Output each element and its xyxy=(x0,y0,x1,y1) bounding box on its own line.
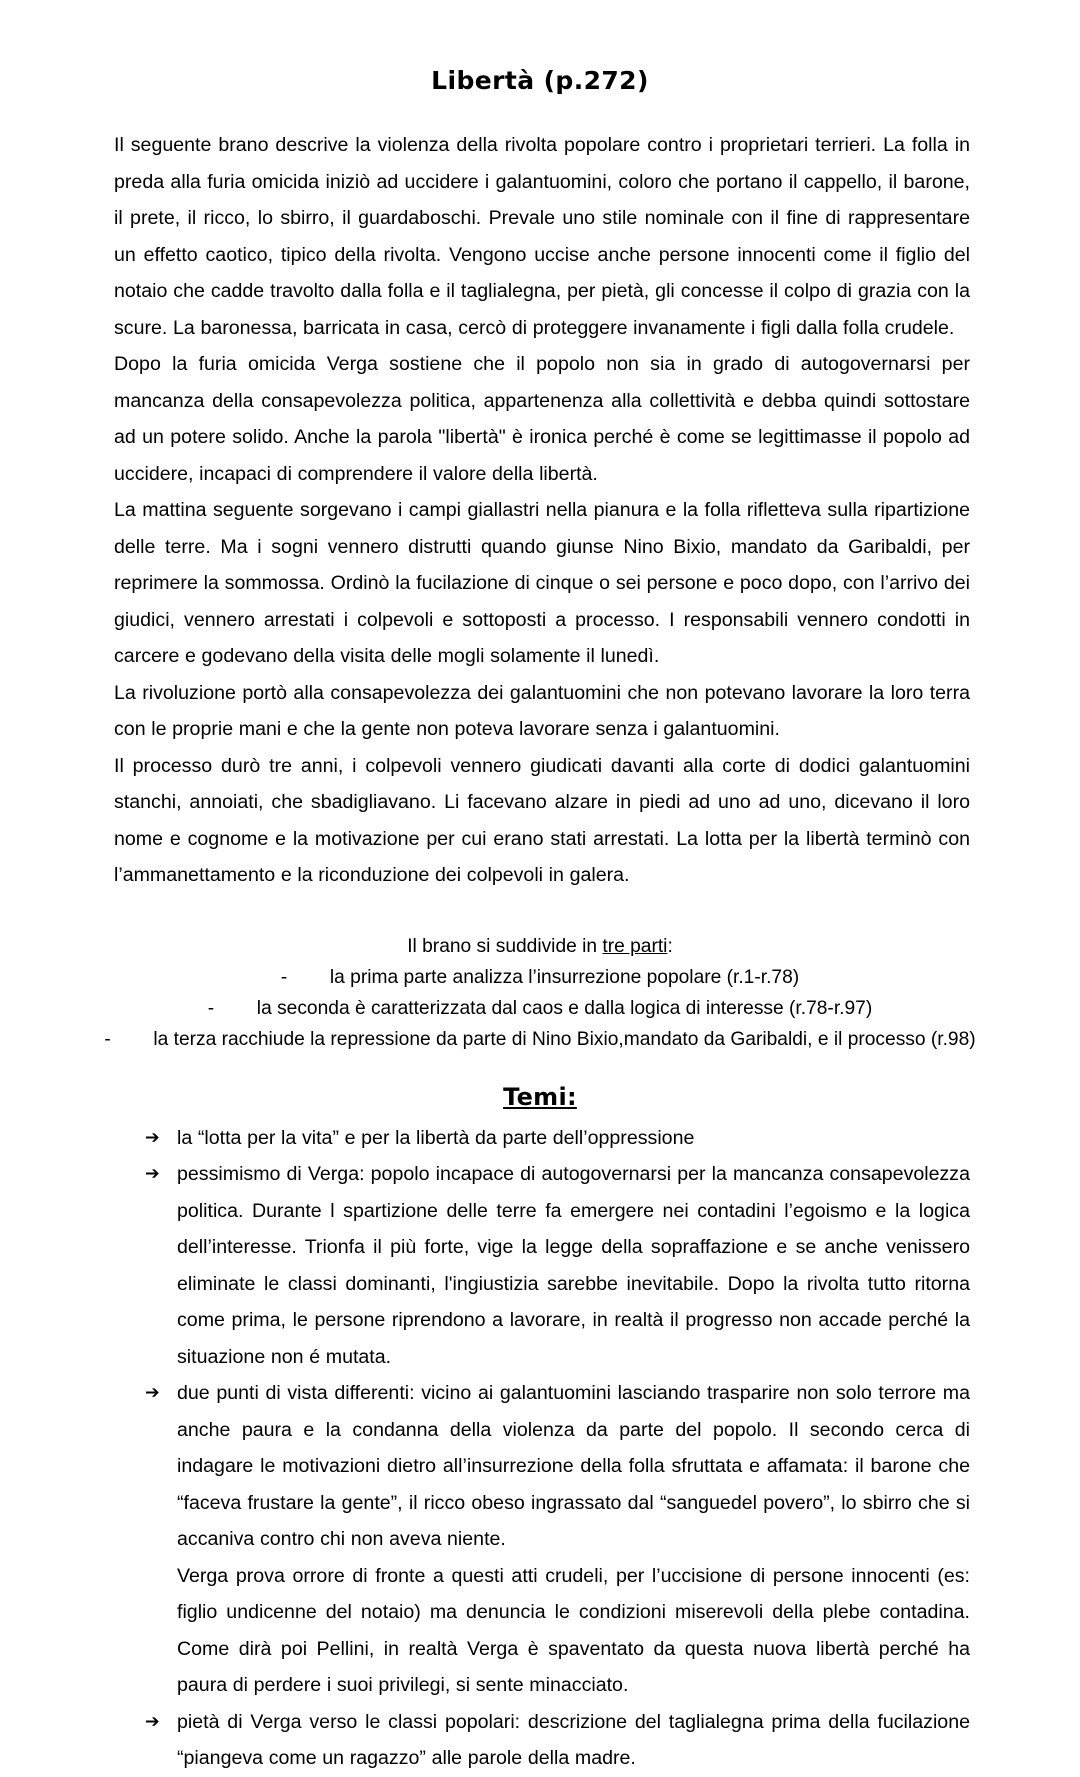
list-item xyxy=(145,1120,970,1157)
list-item-text: pietà di Verga verso le classi popolari: descrizione del taglialegna prima della fucilazione “piangeva come un ragazzo” alle parole della madre. xyxy=(177,1710,970,1769)
arrow-right-icon: ➔ xyxy=(145,1711,160,1732)
page-title: Libertà (p.272) xyxy=(431,66,649,95)
subdivision-lead xyxy=(60,931,1020,962)
subdivision-lead-underlined: tre parti xyxy=(602,935,668,957)
list-item-text: due punti di vista differenti: vicino ai galantuomini lasciando trasparire non solo terrore ma anche paura e la condanna della violenza da parte del popolo. Il secondo cerca di indagare le motivazioni dietro all’insurrezione della folla sfruttata e affamata: il barone che “faceva frustare la gente”, il ricco obeso ingrassato dal “sanguedel povero”, lo sbirro che si accaniva contro chi non aveva niente. xyxy=(177,1382,970,1550)
paragraph: Il processo durò tre anni, i colpevoli vennero giudicati davanti alla corte di dodici galantuomini stanchi, annoiati, che sbadigliavano. Li facevano alzare in piedi ad uno ad uno, dicevano il loro nome e cognome e la motivazione per cui erano stati arrestati. La lotta per la libertà terminò con l’ammanettamento e la riconduzione dei colpevoli in galera. xyxy=(114,754,970,886)
temi-list xyxy=(0,1120,1080,1777)
subdivision-lead-after: : xyxy=(667,935,673,957)
subdivision-item: - la terza racchiude la repressione da parte di Nino Bixio,mandato da Garibaldi, e il processo (r.98) xyxy=(104,1028,976,1050)
subdivision-item: - la seconda è caratterizzata dal caos e dalla logica di interesse (r.78-r.97) xyxy=(207,997,873,1019)
arrow-right-icon: ➔ xyxy=(145,1383,160,1403)
list-item-subtext: Verga prova orrore di fronte a questi atti crudeli, per l’uccisione di persone innocenti (es: figlio undicenne del notaio) ma denuncia le condizioni miserevoli della plebe contadina. Come dirà poi Pellini, in realtà Verga è spaventato da questa nuova libertà perché ha paura di perdere i suoi privilegi, si sente minacciato. xyxy=(177,1564,970,1696)
list-item xyxy=(145,1704,970,1777)
list-item-text: pessimismo di Verga: popolo incapace di autogovernarsi per la mancanza consapevolezza politica. Durante l spartizione delle terre fa emergere nei contadini l’egoismo e la logica dell’interesse. Trionfa il più forte, vige la legge della sopraffazione e se anche venissero eliminate le classi dominanti, l'ingiustizia sarebbe inevitabile. Dopo la rivolta tutto ritorna come prima, le persone riprendono a lavorare, in realtà il progresso non accade perché la situazione non é mutata. xyxy=(177,1163,970,1368)
paragraph: La mattina seguente sorgevano i campi giallastri nella pianura e la folla rifletteva sulla ripartizione delle terre. Ma i sogni vennero distrutti quando giunse Nino Bixio, mandato da Garibaldi, per reprimere la sommossa. Ordinò la fucilazione di cinque o sei persone e poco dopo, con l’arrivo dei giudici, vennero arrestati i colpevoli e sottoposti a processo. I responsabili vennero condotti in carcere e godevano della visita delle mogli solamente il lunedì. xyxy=(114,499,970,667)
paragraph: Il seguente brano descrive la violenza della rivolta popolare contro i proprietari terrieri. La folla in preda alla furia omicida iniziò ad uccidere i galantuomini, coloro che portano il cappello, il barone, il prete, il ricco, lo sbirro, il guardaboschi. Prevale uno stile nominale con il fine di rappresentare un effetto caotico, tipico della rivolta. Vengono uccise anche persone innocenti come il figlio del notaio che cadde travolto dalla folla e il taglialegna, per pietà, gli concesse il colpo di grazia con la scure. La baronessa, barricata in casa, cercò di proteggere invanamente i figli dalla folla crudele. xyxy=(114,134,970,339)
subdivision-item: - la prima parte analizza l’insurrezione popolare (r.1-r.78) xyxy=(280,966,800,988)
temi-heading: Temi: xyxy=(503,1082,577,1111)
body-text-block xyxy=(0,127,1080,894)
subdivision-block xyxy=(0,931,1080,1055)
arrow-right-icon: ➔ xyxy=(145,1164,160,1184)
subdivision-lead-before: Il brano si suddivide in xyxy=(407,935,603,957)
document-page xyxy=(0,66,1080,1769)
arrow-right-icon: ➔ xyxy=(145,1127,160,1148)
list-item-text: la “lotta per la vita” e per la libertà da parte dell’oppressione xyxy=(177,1126,695,1149)
list-item xyxy=(145,1156,970,1375)
paragraph: La rivoluzione portò alla consapevolezza dei galantuomini che non potevano lavorare la loro terra con le proprie mani e che la gente non poteva lavorare senza i galantuomini. xyxy=(114,681,970,740)
paragraph: Dopo la furia omicida Verga sostiene che il popolo non sia in grado di autogovernarsi per mancanza della consapevolezza politica, appartenenza alla collettività e debba quindi sottostare ad un potere solido. Anche la parola "libertà" è ironica perché è come se legittimasse il popolo ad uccidere, incapaci di comprendere il valore della libertà. xyxy=(114,353,970,485)
list-item xyxy=(145,1375,970,1704)
